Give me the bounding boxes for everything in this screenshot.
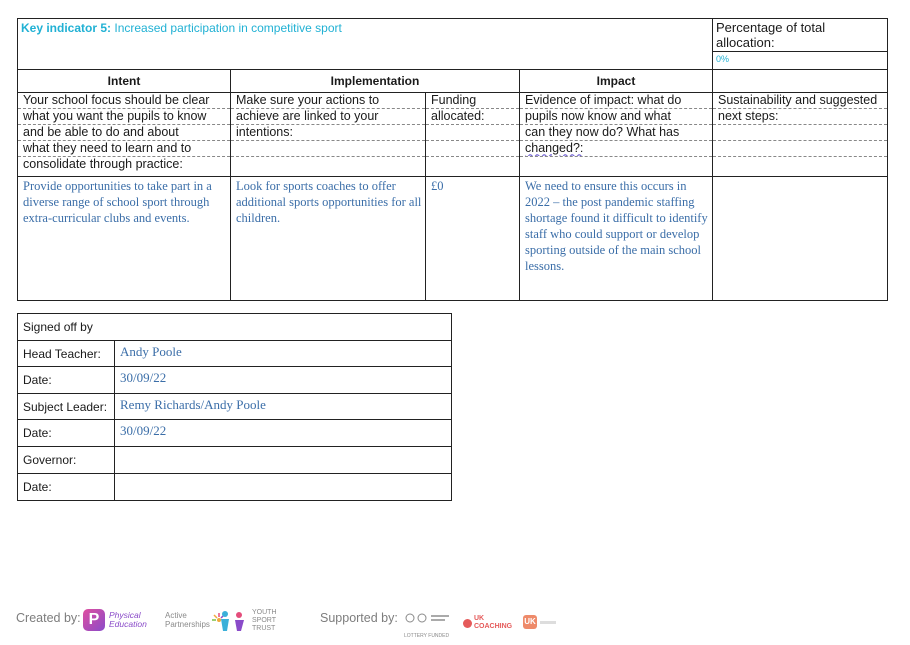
guidance-line: allocated: <box>426 109 519 125</box>
afpe-p-icon: P <box>83 609 105 631</box>
guidance-line: Funding <box>426 93 519 109</box>
uk-coaching-dot-icon <box>463 619 472 628</box>
subject-leader-date-field[interactable]: 30/09/22 <box>115 420 452 447</box>
guidance-line: Sustainability and suggested <box>713 93 887 109</box>
active-partnerships-logo <box>165 611 226 629</box>
active-line: Partnerships <box>165 620 210 629</box>
impact-guidance <box>520 93 713 177</box>
uk-coaching-text: UK COACHING <box>474 615 513 630</box>
intent-header: Intent <box>18 70 231 93</box>
head-teacher-date-field[interactable]: 30/09/22 <box>115 367 452 394</box>
lottery-funded-text: LOTTERY FUNDED <box>404 633 450 639</box>
guidance-line <box>231 141 425 157</box>
guidance-line <box>426 125 519 141</box>
funding-guidance <box>426 93 520 177</box>
guidance-line: pupils now know and what <box>520 109 712 125</box>
signoff-title: Signed off by <box>18 314 452 341</box>
yst-line: YOUTH <box>252 609 277 616</box>
header-spacer <box>713 70 888 93</box>
guidance-line <box>713 157 887 172</box>
guidance-line: consolidate through practice: <box>23 157 183 171</box>
yst-line: TRUST <box>252 625 276 632</box>
guidance-line: what they need to learn and to <box>18 141 230 157</box>
head-teacher-field[interactable]: Andy Poole <box>115 341 452 367</box>
afpe-line: Physical <box>109 610 141 620</box>
youth-sport-trust-logo <box>218 609 277 633</box>
guidance-line: intentions: <box>231 125 425 141</box>
signoff-label-date: Date: <box>18 367 115 394</box>
sport-england-icon <box>404 612 452 624</box>
key-indicator-table <box>17 18 888 301</box>
uk-square-icon: UK <box>523 615 537 629</box>
sustainability-cell[interactable] <box>713 177 888 301</box>
percentage-value[interactable]: 0% <box>713 52 888 70</box>
intent-cell[interactable]: Provide opportunities to take part in a diverse range of school sport through extra-curricular clubs and events. <box>18 177 231 301</box>
key-indicator-label: Key indicator 5: <box>21 21 112 35</box>
sport-england-logo <box>404 611 452 639</box>
guidance-line: changed?: <box>520 141 712 157</box>
key-indicator-heading <box>18 19 713 70</box>
implementation-cell[interactable]: Look for sports coaches to offer additional sports opportunities for all children. <box>231 177 426 301</box>
afpe-line: Education <box>109 619 147 629</box>
signoff-label-head-teacher: Head Teacher: <box>18 341 115 367</box>
guidance-line <box>520 157 712 172</box>
guidance-line: Make sure your actions to <box>231 93 425 109</box>
impact-cell[interactable]: We need to ensure this occurs in 2022 – the post pandemic staffing shortage found it difficult to identify staff who could support or develop sporting outside of the main school lessons. <box>520 177 713 301</box>
guidance-line: next steps: <box>713 109 887 125</box>
subject-leader-field[interactable]: Remy Richards/Andy Poole <box>115 394 452 420</box>
signoff-label-date: Date: <box>18 420 115 447</box>
funding-cell[interactable]: £0 <box>426 177 520 301</box>
guidance-line <box>713 125 887 141</box>
yst-figures-icon <box>218 609 248 633</box>
guidance-line: Evidence of impact: what do <box>520 93 712 109</box>
uk-coaching-logo <box>463 615 520 631</box>
intent-guidance <box>18 93 231 177</box>
guidance-line: and be able to do and about <box>18 125 230 141</box>
created-by-label: Created by: <box>16 611 81 625</box>
uk-partner-logo <box>523 615 556 629</box>
active-line: Active <box>165 611 187 620</box>
governor-date-field[interactable] <box>115 474 452 501</box>
afpe-logo <box>83 609 147 631</box>
signoff-table <box>17 313 452 501</box>
guidance-line: can they now do? What has <box>520 125 712 141</box>
guidance-line <box>426 157 519 172</box>
implementation-guidance <box>231 93 426 177</box>
impact-header: Impact <box>520 70 713 93</box>
guidance-line: what you want the pupils to know <box>18 109 230 125</box>
guidance-line <box>231 157 425 172</box>
signoff-label-governor: Governor: <box>18 447 115 474</box>
uk-partner-bar-icon <box>540 621 556 624</box>
signoff-label-subject-leader: Subject Leader: <box>18 394 115 420</box>
guidance-line <box>713 141 887 157</box>
signoff-label-date: Date: <box>18 474 115 501</box>
guidance-line: Your school focus should be clear <box>18 93 230 109</box>
implementation-header: Implementation <box>231 70 520 93</box>
guidance-line <box>426 141 519 157</box>
sustainability-guidance <box>713 93 888 177</box>
supported-by-label: Supported by: <box>320 611 398 625</box>
key-indicator-title: Increased participation in competitive sport <box>114 21 342 35</box>
percentage-title: Percentage of total allocation: <box>713 19 888 52</box>
guidance-line: achieve are linked to your <box>231 109 425 125</box>
governor-field[interactable] <box>115 447 452 474</box>
yst-line: SPORT <box>252 617 276 624</box>
